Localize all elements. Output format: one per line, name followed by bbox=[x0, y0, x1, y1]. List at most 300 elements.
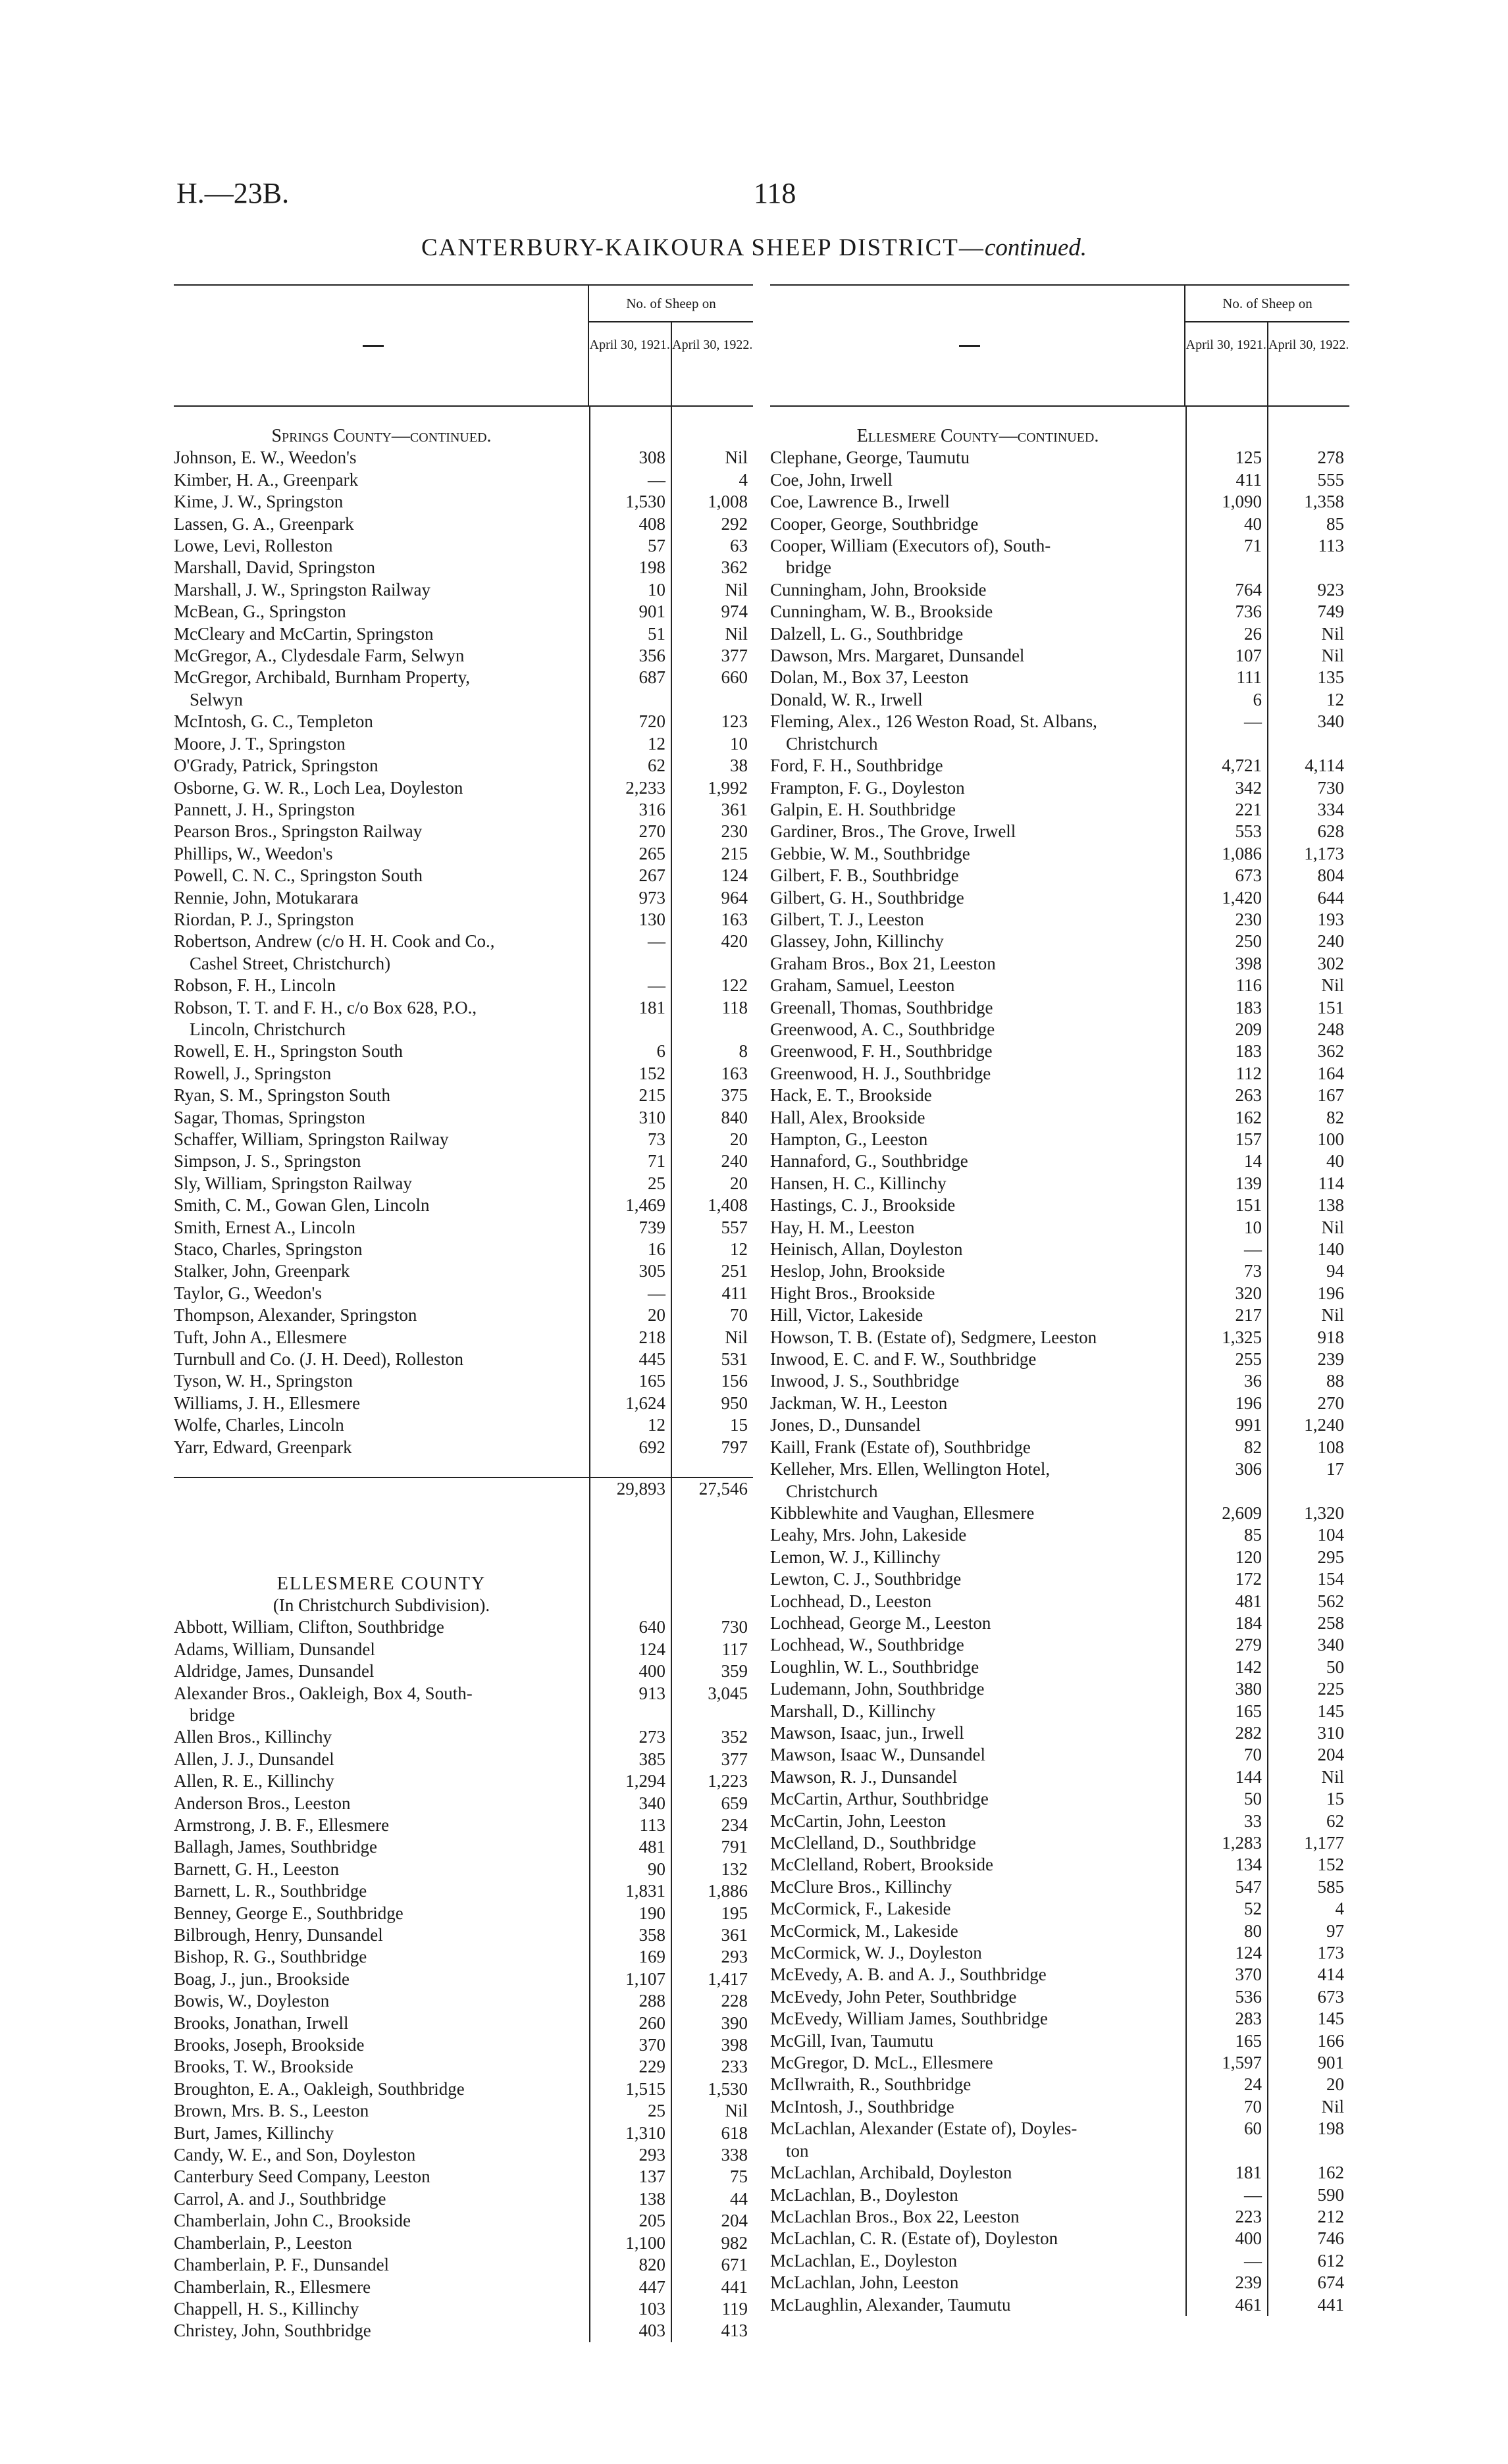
sheep-1921: 112 bbox=[1235, 1063, 1262, 1083]
holder-name: Gardiner, Bros., The Grove, Irwell bbox=[770, 821, 1016, 842]
sheep-1922: 441 bbox=[721, 2276, 748, 2297]
sheep-1921: 165 bbox=[1235, 2030, 1262, 2051]
table-row bbox=[174, 1437, 753, 1458]
table-row bbox=[770, 513, 1349, 535]
table-row bbox=[770, 2052, 1349, 2074]
table-row bbox=[770, 1524, 1349, 1546]
table-row bbox=[174, 799, 753, 821]
holder-name: McCormick, F., Lakeside bbox=[770, 1899, 951, 1919]
sheep-1921: 165 bbox=[638, 1371, 665, 1391]
holder-name: Rowell, J., Springston bbox=[174, 1063, 332, 1083]
table-row bbox=[770, 1304, 1349, 1326]
spacer bbox=[174, 1501, 753, 1573]
sheep-1921: 358 bbox=[638, 1925, 665, 1945]
holder-name: Lemon, W. J., Killinchy bbox=[770, 1547, 941, 1567]
sheep-1921: — bbox=[1244, 1239, 1262, 1260]
holder-name: Kaill, Frank (Estate of), Southbridge bbox=[770, 1437, 1031, 1457]
holder-name: Graham Bros., Box 21, Leeston bbox=[770, 953, 996, 973]
table-row bbox=[770, 535, 1349, 557]
sheep-1921: 991 bbox=[1235, 1415, 1262, 1435]
sheep-1921: 169 bbox=[638, 1947, 665, 1967]
year-1922-header: April 30, 1922. bbox=[671, 322, 754, 405]
sheep-label: No. of Sheep on bbox=[589, 286, 753, 322]
sheep-1922: 233 bbox=[721, 2057, 748, 2077]
sheep-1922: 411 bbox=[721, 1283, 748, 1303]
holder-name: Chappell, H. S., Killinchy bbox=[174, 2298, 359, 2319]
sheep-1922: 628 bbox=[1317, 821, 1344, 842]
table-row bbox=[770, 2294, 1349, 2316]
sheep-1922 bbox=[1267, 733, 1349, 755]
sheep-1922: 132 bbox=[721, 1859, 748, 1879]
holder-name: Hack, E. T., Brookside bbox=[770, 1085, 932, 1106]
holder-name: Kibblewhite and Vaughan, Ellesmere bbox=[770, 1502, 1035, 1523]
sheep-1922: 230 bbox=[721, 821, 748, 842]
sheep-1921: 736 bbox=[1235, 602, 1262, 622]
sheep-1922: 198 bbox=[1317, 2118, 1344, 2139]
table-row bbox=[174, 2210, 753, 2232]
sheep-1921: 85 bbox=[1244, 1525, 1262, 1545]
sheep-1922: 166 bbox=[1317, 2030, 1344, 2051]
sheep-1921: 142 bbox=[1235, 1656, 1262, 1677]
table-row bbox=[770, 1458, 1349, 1480]
table-row bbox=[174, 1814, 753, 1836]
holder-name: Gilbert, G. H., Southbridge bbox=[770, 887, 964, 908]
sheep-1922: 612 bbox=[1317, 2250, 1344, 2271]
holder-name: Allen, J. J., Dunsandel bbox=[174, 1749, 334, 1769]
holder-name: Kelleher, Mrs. Ellen, Wellington Hotel, bbox=[770, 1459, 1051, 1479]
sheep-1921: 447 bbox=[638, 2276, 665, 2297]
table-row bbox=[770, 1701, 1349, 1722]
sheep-1921: 10 bbox=[648, 579, 665, 600]
holder-name: Hill, Victor, Lakeside bbox=[770, 1305, 923, 1325]
sheep-1922 bbox=[671, 689, 753, 711]
sheep-1922: 334 bbox=[1317, 799, 1344, 819]
sheep-1922: 114 bbox=[1318, 1173, 1344, 1193]
sheep-1922: 100 bbox=[1317, 1129, 1344, 1149]
sheep-1921: 138 bbox=[638, 2188, 665, 2209]
sheep-1921: 113 bbox=[639, 1814, 665, 1835]
sheep-1921: 481 bbox=[638, 1837, 665, 1857]
holder-name: Donald, W. R., Irwell bbox=[770, 689, 923, 709]
left-table-body bbox=[174, 407, 753, 2342]
holder-name: Hansen, H. C., Killinchy bbox=[770, 1173, 947, 1193]
sheep-1921: 82 bbox=[1244, 1437, 1262, 1457]
sheep-1922: 278 bbox=[1317, 448, 1344, 468]
table-row bbox=[174, 579, 753, 601]
holder-name: Barnett, G. H., Leeston bbox=[174, 1859, 340, 1879]
holder-name: Greenall, Thomas, Southbridge bbox=[770, 997, 993, 1017]
sheep-1921: 14 bbox=[1244, 1151, 1262, 1171]
holder-name: Fleming, Alex., 126 Weston Road, St. Albans, bbox=[770, 711, 1097, 732]
sheep-1921: 62 bbox=[648, 756, 665, 776]
sheep-1921: 50 bbox=[1244, 1789, 1262, 1809]
holder-name: Christchurch bbox=[786, 733, 878, 754]
sheep-1922: 390 bbox=[721, 2013, 748, 2033]
sheep-1921: — bbox=[1244, 2184, 1262, 2205]
holder-name: Brooks, Joseph, Brookside bbox=[174, 2035, 365, 2055]
table-row bbox=[174, 1793, 753, 1814]
sheep-1922: 918 bbox=[1317, 1327, 1344, 1347]
section-heading bbox=[174, 425, 753, 447]
holder-name: McCartin, John, Leeston bbox=[770, 1810, 946, 1831]
table-row bbox=[770, 1942, 1349, 1964]
holder-name: Ballagh, James, Southbridge bbox=[174, 1837, 377, 1857]
sheep-1922: 4 bbox=[739, 469, 748, 490]
sheep-1921: 553 bbox=[1235, 821, 1262, 842]
holder-name: Wolfe, Charles, Lincoln bbox=[174, 1415, 344, 1435]
sheep-1922: 590 bbox=[1317, 2184, 1344, 2205]
holder-name: McLaughlin, Alexander, Taumutu bbox=[770, 2294, 1011, 2315]
sheep-1922 bbox=[671, 1019, 753, 1040]
sheep-1921: 270 bbox=[638, 821, 665, 842]
sheep-1922: 362 bbox=[721, 557, 748, 578]
sheep-1922: 4 bbox=[1335, 1899, 1344, 1919]
sheep-1921: 901 bbox=[638, 602, 665, 622]
sheep-1922: 167 bbox=[1317, 1085, 1344, 1106]
holder-name: Hannaford, G., Southbridge bbox=[770, 1151, 968, 1171]
table-row bbox=[770, 1217, 1349, 1239]
holder-name: Sly, William, Springston Railway bbox=[174, 1173, 412, 1193]
sheep-1922: 119 bbox=[721, 2298, 748, 2319]
sheep-1922: 659 bbox=[721, 1793, 748, 1813]
table-row bbox=[770, 755, 1349, 777]
sheep-1922: 3,045 bbox=[708, 1683, 748, 1703]
holder-name: Christchurch bbox=[786, 1481, 878, 1501]
table-row bbox=[174, 1217, 753, 1239]
holder-name: Greenwood, A. C., Southbridge bbox=[770, 1019, 995, 1039]
sheep-1921: 130 bbox=[638, 909, 665, 929]
sheep-label: No. of Sheep on bbox=[1185, 286, 1349, 322]
table-row bbox=[174, 2188, 753, 2210]
sheep-1922: 193 bbox=[1317, 909, 1344, 929]
holder-name: McIlwraith, R., Southbridge bbox=[770, 2074, 972, 2095]
sheep-1921: 640 bbox=[638, 1617, 665, 1637]
table-row bbox=[770, 2140, 1349, 2162]
sheep-1922: 234 bbox=[721, 1814, 748, 1835]
sheep-1921: 40 bbox=[1244, 513, 1262, 534]
table-row bbox=[174, 711, 753, 732]
sheep-1921 bbox=[589, 1705, 671, 1726]
holder-name: Lochhead, D., Leeston bbox=[770, 1591, 932, 1611]
table-row bbox=[770, 2184, 1349, 2206]
table-row bbox=[174, 469, 753, 491]
sheep-1922: 228 bbox=[721, 1991, 748, 2011]
sheep-1922: 63 bbox=[730, 536, 748, 556]
table-row bbox=[770, 1348, 1349, 1370]
table-row bbox=[770, 1414, 1349, 1436]
holder-name: Cooper, George, Southbridge bbox=[770, 513, 979, 534]
holder-name: Rowell, E. H., Springston South bbox=[174, 1041, 403, 1062]
sheep-1921: 107 bbox=[1235, 646, 1262, 666]
sheep-1922: 20 bbox=[1326, 2074, 1344, 2095]
sheep-1922 bbox=[1267, 557, 1349, 578]
sheep-1921: 536 bbox=[1235, 1986, 1262, 2007]
sheep-1922: 377 bbox=[721, 646, 748, 666]
sheep-1921: 137 bbox=[638, 2167, 665, 2187]
sheep-1922: 413 bbox=[721, 2321, 748, 2341]
sheep-1921: 111 bbox=[1236, 667, 1262, 688]
sheep-1922: 1,992 bbox=[708, 777, 748, 798]
sheep-1921: 310 bbox=[638, 1107, 665, 1127]
sheep-1921: 820 bbox=[638, 2255, 665, 2275]
sheep-count-header bbox=[588, 286, 753, 405]
sheep-1922: 555 bbox=[1317, 469, 1344, 490]
holder-name: Jackman, W. H., Leeston bbox=[770, 1393, 948, 1413]
holder-name: Lowe, Levi, Rolleston bbox=[174, 536, 333, 556]
sheep-1922: 152 bbox=[1317, 1855, 1344, 1875]
sheep-1922: 108 bbox=[1317, 1437, 1344, 1457]
sheep-1921: 293 bbox=[638, 2145, 665, 2165]
sheep-1922: 1,408 bbox=[708, 1195, 748, 1216]
total-1922: 27,546 bbox=[698, 1479, 748, 1499]
holder-name: Ford, F. H., Southbridge bbox=[770, 756, 943, 776]
sheep-1921: 411 bbox=[1235, 469, 1262, 490]
table-row bbox=[770, 1744, 1349, 1766]
holder-name: Brooks, T. W., Brookside bbox=[174, 2057, 353, 2077]
table-row bbox=[770, 689, 1349, 711]
holder-name: Cunningham, W. B., Brookside bbox=[770, 602, 993, 622]
title-continued: continued. bbox=[984, 234, 1087, 261]
sheep-count-header bbox=[1184, 286, 1349, 405]
sheep-1921: 144 bbox=[1235, 1766, 1262, 1787]
holder-name: Dalzell, L. G., Southbridge bbox=[770, 623, 964, 644]
sheep-1921: 71 bbox=[1244, 536, 1262, 556]
sheep-1921: 230 bbox=[1235, 909, 1262, 929]
holder-name: Leahy, Mrs. John, Lakeside bbox=[770, 1525, 967, 1545]
table-row bbox=[770, 1370, 1349, 1392]
sheep-1921: 184 bbox=[1235, 1612, 1262, 1633]
section-heading-text: Ellesmere County—continued. bbox=[856, 426, 1099, 446]
table-row bbox=[770, 1898, 1349, 1920]
sheep-1921: 12 bbox=[648, 1415, 665, 1435]
year-1922-header: April 30, 1922. bbox=[1267, 322, 1350, 405]
holder-name: Lewton, C. J., Southbridge bbox=[770, 1569, 962, 1589]
table-row bbox=[174, 2013, 753, 2034]
holder-name: Mawson, Isaac W., Dunsandel bbox=[770, 1745, 985, 1765]
holder-name: Chamberlain, P., Leeston bbox=[174, 2232, 352, 2253]
holder-name: McEvedy, A. B. and A. J., Southbridge bbox=[770, 1964, 1047, 1985]
table-row bbox=[770, 623, 1349, 645]
sheep-1921: — bbox=[648, 469, 665, 490]
sheep-1922: 258 bbox=[1317, 1612, 1344, 1633]
holder-name: Kime, J. W., Springston bbox=[174, 492, 344, 512]
title-main: CANTERBURY-KAIKOURA SHEEP DISTRICT— bbox=[421, 234, 985, 261]
holder-name: Hight Bros., Brookside bbox=[770, 1283, 935, 1303]
sheep-1921: 739 bbox=[638, 1217, 665, 1237]
sheep-1921: 57 bbox=[648, 536, 665, 556]
holder-name: Lochhead, George M., Leeston bbox=[770, 1612, 991, 1633]
table-row bbox=[770, 2030, 1349, 2052]
sheep-1922: 1,008 bbox=[708, 492, 748, 512]
holder-name: Staco, Charles, Springston bbox=[174, 1239, 363, 1260]
table-row bbox=[770, 1854, 1349, 1876]
sheep-1922: 362 bbox=[1317, 1041, 1344, 1062]
sheep-1922: 420 bbox=[721, 931, 748, 952]
holder-name: Riordan, P. J., Springston bbox=[174, 909, 354, 929]
holder-name: McLachlan, Archibald, Doyleston bbox=[770, 2163, 1012, 2183]
total-row bbox=[174, 1477, 753, 1500]
table-row bbox=[174, 1107, 753, 1129]
table-row bbox=[174, 865, 753, 886]
sheep-1922: 88 bbox=[1326, 1371, 1344, 1391]
holder-name: Hastings, C. J., Brookside bbox=[770, 1195, 956, 1216]
sheep-1922: 12 bbox=[730, 1239, 748, 1260]
sheep-1922: Nil bbox=[1321, 975, 1344, 996]
table-row bbox=[770, 2206, 1349, 2228]
sheep-1921: 481 bbox=[1235, 1591, 1262, 1611]
holder-name: Graham, Samuel, Leeston bbox=[770, 975, 955, 996]
table-row bbox=[770, 2162, 1349, 2184]
sheep-1922: 982 bbox=[721, 2232, 748, 2253]
sheep-1922: 375 bbox=[721, 1085, 748, 1106]
name-column-header bbox=[770, 286, 1184, 405]
table-row bbox=[770, 1040, 1349, 1062]
table-row bbox=[174, 667, 753, 688]
table-row bbox=[174, 1150, 753, 1172]
holder-name: Dolan, M., Box 37, Leeston bbox=[770, 667, 969, 688]
table-row bbox=[174, 1260, 753, 1282]
sheep-1921: 265 bbox=[638, 843, 665, 863]
table-row bbox=[174, 1924, 753, 1946]
sheep-1922: 62 bbox=[1326, 1810, 1344, 1831]
sheep-1922: 10 bbox=[730, 733, 748, 754]
table-row bbox=[174, 2166, 753, 2188]
table-row bbox=[770, 777, 1349, 799]
sheep-1922: 122 bbox=[721, 975, 748, 996]
sheep-1921: 134 bbox=[1235, 1855, 1262, 1875]
holder-name: McCleary and McCartin, Springston bbox=[174, 623, 434, 644]
sheep-1922: 138 bbox=[1317, 1195, 1344, 1216]
holder-name: Allen, R. E., Killinchy bbox=[174, 1771, 334, 1791]
sheep-1921: 73 bbox=[1244, 1261, 1262, 1281]
sheep-1921: — bbox=[1244, 2250, 1262, 2271]
sheep-1922: 730 bbox=[1317, 777, 1344, 798]
holder-name: Hay, H. M., Leeston bbox=[770, 1217, 915, 1237]
sheep-1921: 1,469 bbox=[625, 1195, 665, 1216]
holder-name: Osborne, G. W. R., Loch Lea, Doyleston bbox=[174, 777, 463, 798]
table-row bbox=[174, 1239, 753, 1260]
table-row bbox=[770, 953, 1349, 975]
sheep-1922: 154 bbox=[1317, 1569, 1344, 1589]
holder-name: McLachlan, E., Doyleston bbox=[770, 2250, 958, 2271]
table-row bbox=[174, 909, 753, 931]
table-row bbox=[770, 1656, 1349, 1678]
table-row bbox=[174, 1616, 753, 1638]
holder-name: Brown, Mrs. B. S., Leeston bbox=[174, 2101, 369, 2121]
table-row bbox=[174, 931, 753, 952]
holder-name: Benney, George E., Southbridge bbox=[174, 1903, 403, 1923]
sheep-1921: 6 bbox=[1253, 689, 1262, 709]
sheep-1921: 267 bbox=[638, 865, 665, 886]
table-row bbox=[770, 2008, 1349, 2030]
table-row bbox=[770, 1085, 1349, 1106]
holder-name: McLachlan, John, Leeston bbox=[770, 2272, 959, 2293]
holder-name: McCartin, Arthur, Southbridge bbox=[770, 1789, 989, 1809]
table-row bbox=[174, 491, 753, 513]
holder-name: McClelland, Robert, Brookside bbox=[770, 1855, 993, 1875]
sheep-1922: 557 bbox=[721, 1217, 748, 1237]
holder-name: Gilbert, T. J., Leeston bbox=[770, 909, 924, 929]
table-row bbox=[174, 755, 753, 777]
table-row bbox=[770, 711, 1349, 732]
holder-name: Glassey, John, Killinchy bbox=[770, 931, 944, 952]
sheep-1921: 90 bbox=[648, 1859, 665, 1879]
holder-name: Moore, J. T., Springston bbox=[174, 733, 346, 754]
sheep-1922: 196 bbox=[1317, 1283, 1344, 1303]
spacer bbox=[174, 1458, 753, 1477]
sheep-1921: 215 bbox=[638, 1085, 665, 1106]
table-row bbox=[174, 1836, 753, 1858]
holder-name: Brooks, Jonathan, Irwell bbox=[174, 2013, 349, 2033]
sheep-1921: 408 bbox=[638, 513, 665, 534]
table-row bbox=[174, 997, 753, 1019]
sheep-1921: 279 bbox=[1235, 1635, 1262, 1655]
table-row bbox=[770, 799, 1349, 821]
holder-name: Lincoln, Christchurch bbox=[190, 1019, 346, 1039]
holder-name: Hampton, G., Leeston bbox=[770, 1129, 928, 1149]
sheep-1922: Nil bbox=[1321, 646, 1344, 666]
sheep-1921: 1,294 bbox=[625, 1771, 665, 1791]
holder-name: Burt, James, Killinchy bbox=[174, 2122, 334, 2143]
table-row bbox=[174, 887, 753, 909]
table-row bbox=[174, 843, 753, 865]
holder-name: Frampton, F. G., Doyleston bbox=[770, 777, 965, 798]
sheep-1922 bbox=[671, 953, 753, 975]
sheep-1922: 791 bbox=[721, 1837, 748, 1857]
sheep-1922: 145 bbox=[1317, 2009, 1344, 2029]
sheep-1921: 151 bbox=[1235, 1195, 1262, 1216]
holder-name: Clephane, George, Taumutu bbox=[770, 448, 970, 468]
sheep-1922: 240 bbox=[721, 1151, 748, 1171]
table-row bbox=[770, 997, 1349, 1019]
sheep-1921: 70 bbox=[1244, 1745, 1262, 1765]
holder-name: Galpin, E. H. Southbridge bbox=[770, 799, 956, 819]
sheep-1922: 338 bbox=[721, 2145, 748, 2165]
sheep-1921: — bbox=[648, 1283, 665, 1303]
sheep-1922: 1,240 bbox=[1304, 1415, 1344, 1435]
holder-name: Tyson, W. H., Springston bbox=[174, 1371, 353, 1391]
sheep-1922: 964 bbox=[721, 887, 748, 908]
sheep-1921 bbox=[1185, 2140, 1267, 2162]
table-row bbox=[770, 667, 1349, 688]
sheep-1921: 2,233 bbox=[625, 777, 665, 798]
table-row bbox=[174, 1194, 753, 1216]
sheep-1921: 26 bbox=[1244, 623, 1262, 644]
sheep-1921: 2,609 bbox=[1222, 1502, 1262, 1523]
sheep-1922: 340 bbox=[1317, 711, 1344, 732]
sheep-1922: 292 bbox=[721, 513, 748, 534]
sheep-1921: 183 bbox=[1235, 1041, 1262, 1062]
sheep-1921: 229 bbox=[638, 2057, 665, 2077]
sheep-1921: 445 bbox=[638, 1349, 665, 1370]
table-row bbox=[770, 909, 1349, 931]
table-row bbox=[770, 1722, 1349, 1744]
holder-name: Lochhead, W., Southbridge bbox=[770, 1635, 964, 1655]
sheep-1922 bbox=[671, 1705, 753, 1726]
table-row bbox=[174, 1327, 753, 1348]
holder-name: Bishop, R. G., Southbridge bbox=[174, 1947, 367, 1967]
holder-name: Powell, C. N. C., Springston South bbox=[174, 865, 423, 886]
sheep-1922: 1,320 bbox=[1304, 1502, 1344, 1523]
column-header bbox=[174, 284, 753, 407]
sheep-1922: 212 bbox=[1317, 2206, 1344, 2226]
holder-name: Coe, Lawrence B., Irwell bbox=[770, 492, 950, 512]
sheep-1921 bbox=[1185, 557, 1267, 578]
sheep-1922: 1,177 bbox=[1304, 1833, 1344, 1853]
holder-name: Stalker, John, Greenpark bbox=[174, 1261, 350, 1281]
table-row bbox=[770, 1678, 1349, 1700]
sheep-1921: 1,420 bbox=[1222, 887, 1262, 908]
